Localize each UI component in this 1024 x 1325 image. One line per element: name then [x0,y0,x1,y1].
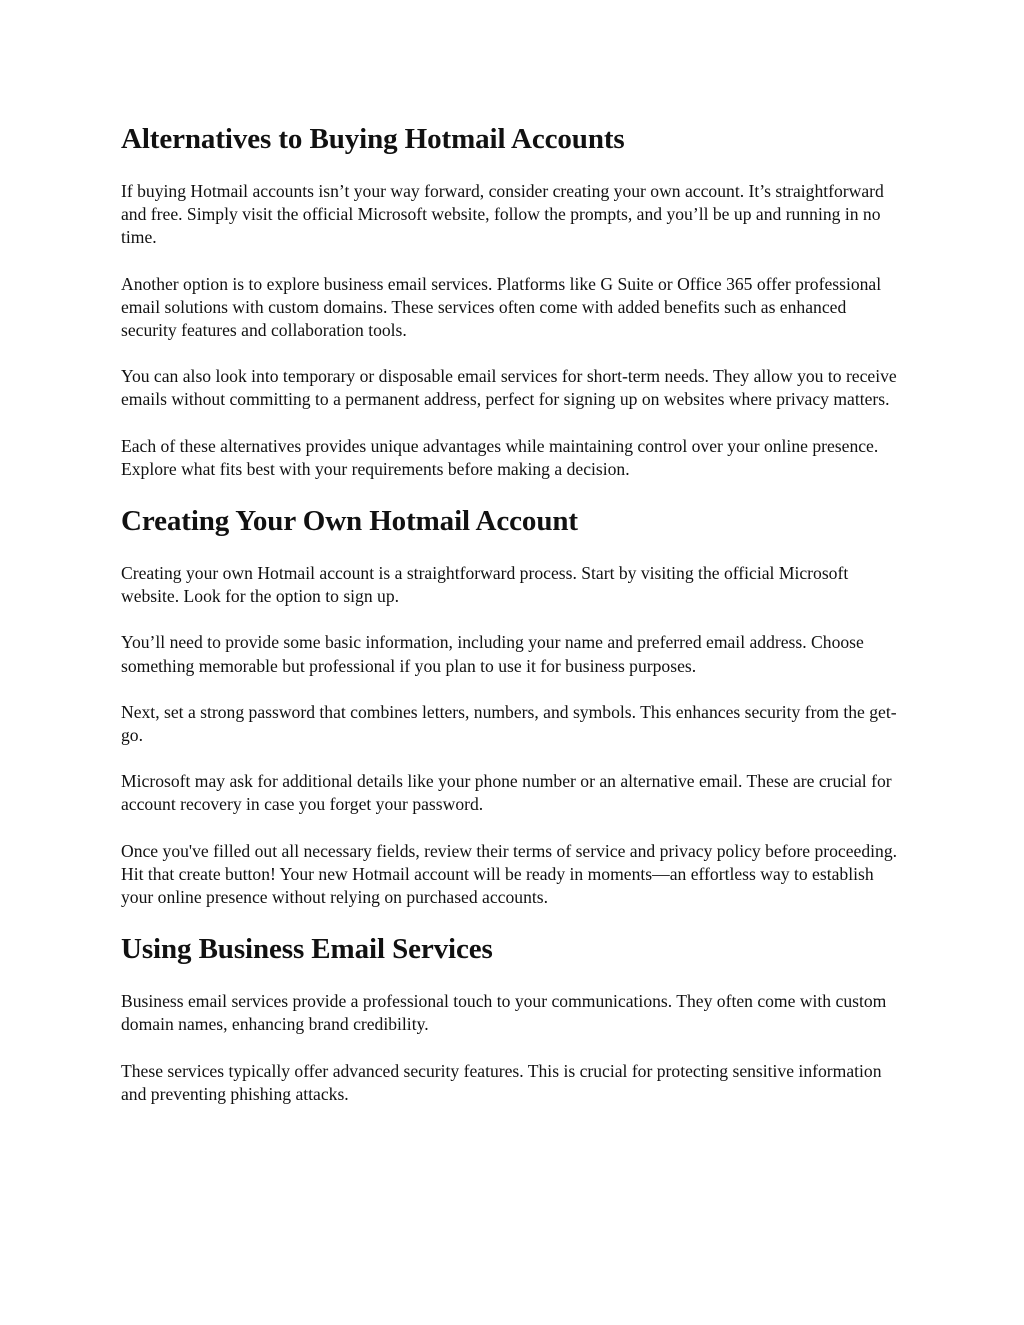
paragraph: If buying Hotmail accounts isn’t your way forward, consider creating your own account. It’s straightforward and free. Simply visit the official Microsoft website, follow the prompts, and you’ll be up and running in no time. [121,181,884,248]
paragraph: Another option is to explore business email services. Platforms like G Suite or Office 365 offer professional email solutions with custom domains. These services often come with added benefits such as enhanced security features and collaboration tools. [121,273,882,341]
section-alternatives [121,122,901,481]
section-heading: Alternatives to Buying Hotmail Accounts [121,123,625,155]
paragraph: These services typically offer advanced security features. This is crucial for protecting sensitive information and preventing phishing attacks. [121,1060,882,1104]
paragraph: You’ll need to provide some basic information, including your name and preferred email address. Choose something memorable but professional if you plan to use it for business purposes. [121,632,864,676]
paragraph: Creating your own Hotmail account is a straightforward process. Start by visiting the official Microsoft website. Look for the option to sign up. [121,563,849,607]
paragraph: Each of these alternatives provides unique advantages while maintaining control over your online presence. Explore what fits best with your requirements before making a decision. [121,435,879,479]
paragraph: You can also look into temporary or disposable email services for short-term needs. They allow you to receive emails without committing to a permanent address, perfect for signing up on websites where privacy matters. [121,366,897,410]
paragraph: Business email services provide a professional touch to your communications. They often come with custom domain names, enhancing brand credibility. [121,991,887,1035]
section-business-email [121,932,901,1106]
paragraph: Once you've filled out all necessary fields, review their terms of service and privacy policy before proceeding. Hit that create button! Your new Hotmail account will be ready in moments—an effortless way to establish your online presence without relying on purchased accounts. [121,840,898,908]
section-heading: Creating Your Own Hotmail Account [121,505,578,538]
section-creating-account [121,504,901,909]
section-heading: Using Business Email Services [121,933,493,966]
document-page [121,122,901,1106]
paragraph: Microsoft may ask for additional details like your phone number or an alternative email. These are crucial for account recovery in case you forget your password. [121,771,892,815]
paragraph: Next, set a strong password that combines letters, numbers, and symbols. This enhances security from the get-go. [121,701,897,746]
